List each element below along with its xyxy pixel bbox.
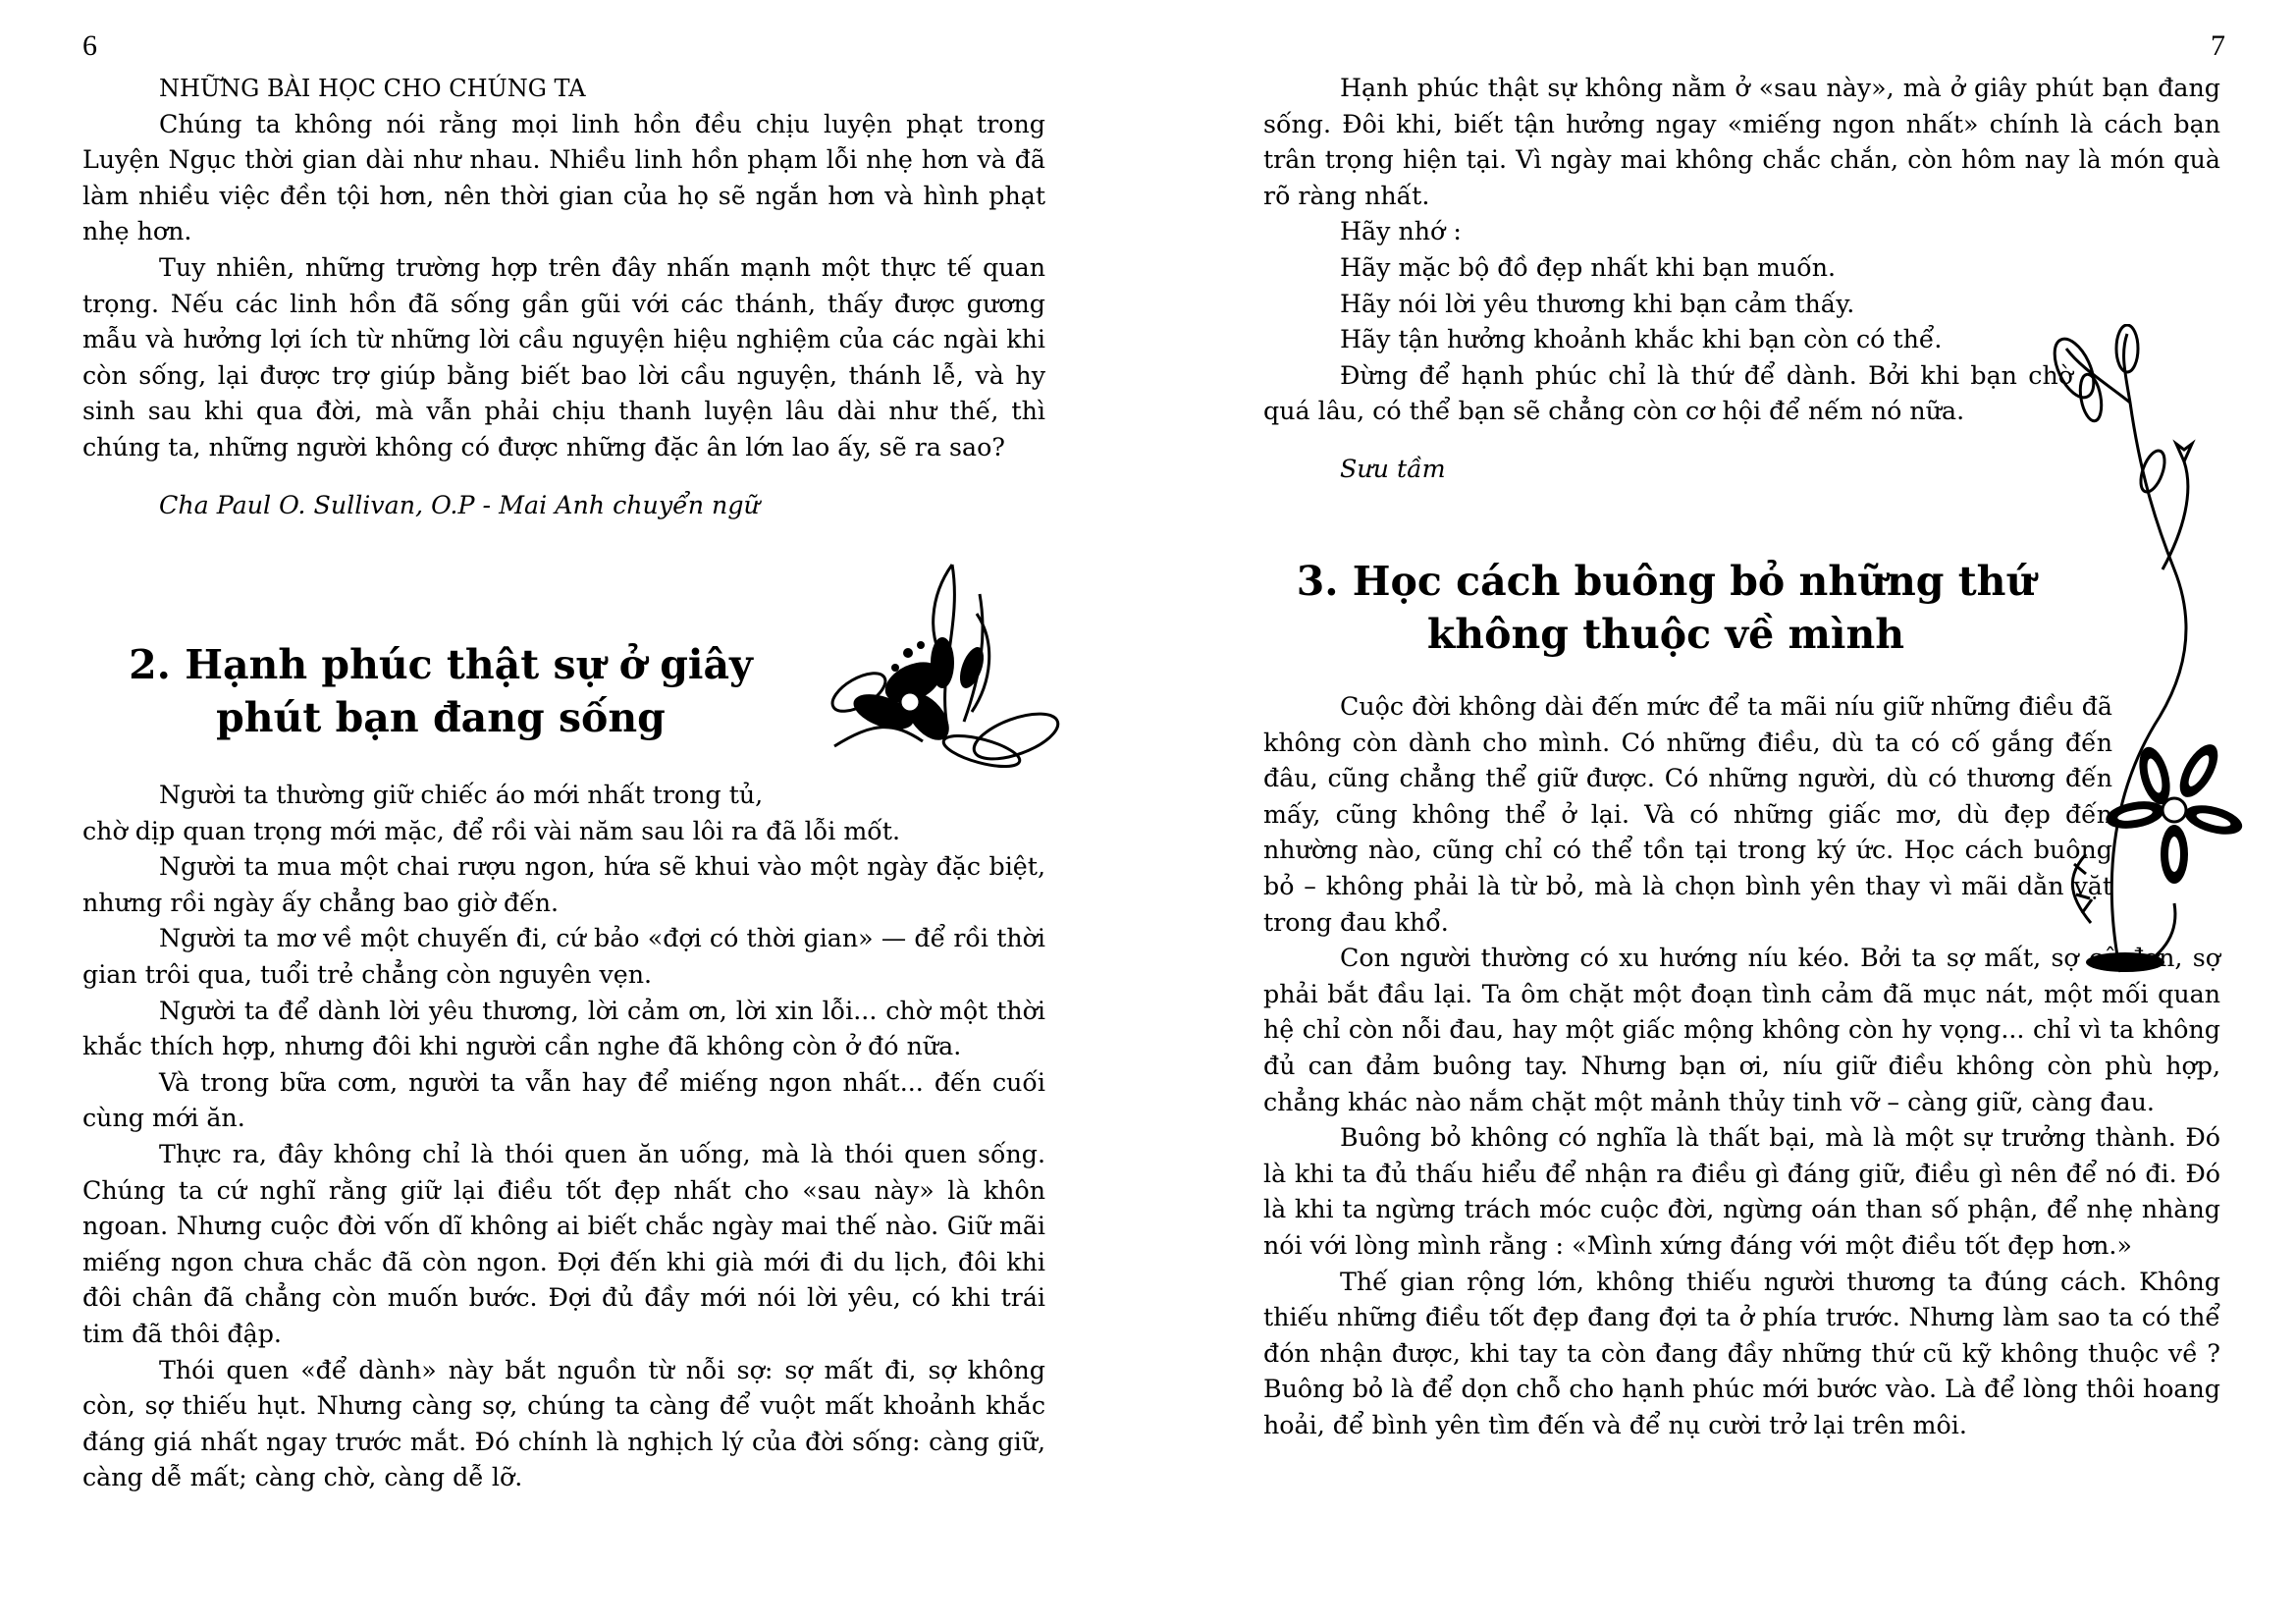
section-2-paragraph: Và trong bữa cơm, người ta vẫn hay để miếng ngon nhất... đến cuối cùng mới ăn.	[82, 1067, 1045, 1133]
left-intro-text	[82, 71, 1045, 523]
page-number-left: 6	[82, 29, 97, 62]
section-3-title: 3. Học cách buông bỏ những thứ không thuộc về mình	[1296, 558, 2036, 658]
section-3-paragraph: Cuộc đời không dài đến mức để ta mãi níu giữ những điều đã không còn dành cho mình. Có những điều, dù ta có cố gắng đến đâu, cũng chẳng thể giữ được. Có những người, dù có thương đến mấy, cũng không thể ở lại. Và có những giấc mơ, dù đẹp đến nhường nào, cũng chỉ có thể tồn tại trong ký ức. Học cách buông bỏ – không phải là từ bỏ, mà là chọn bình yên thay vì mãi dằn vặt trong đau khổ.	[1263, 692, 2112, 937]
remember-label: Hãy nhớ :	[1340, 217, 1462, 246]
section-2-paragraph: Người ta mơ về một chuyến đi, cứ bảo «đợi có thời gian» — để rồi thời gian trôi qua, tuổi trẻ chẳng còn nguyên vẹn.	[82, 924, 1045, 989]
intro-paragraph: Tuy nhiên, những trường hợp trên đây nhấn mạnh một thực tế quan trọng. Nếu các linh hồn đã sống gần gũi với các thánh, thấy được gương mẫu và hưởng lợi ích từ những lời cầu nguyện hiệu nghiệm của các ngài khi còn sống, lại được trợ giúp bằng biết bao lời cầu nguyện, thánh lễ, và hy sinh sau khi qua đời, mà vẫn phải chịu thanh luyện lâu dài như thế, thì chúng ta, những người không có được những đặc ân lớn lao ấy, sẽ ra sao?	[82, 252, 1045, 461]
section-3-paragraph: Con người thường có xu hướng níu kéo. Bởi ta sợ mất, sợ cô đơn, sợ phải bắt đầu lại. Ta ôm chặt một đoạn tình cảm đã mục nát, một mối quan hệ chỉ còn nỗi đau, hay một giấc mộng không còn hy vọng... chỉ vì ta không đủ can đảm buông tay. Nhưng bạn ơi, níu giữ điều không còn phù hợp, chẳng khác nào nắm chặt một mảnh thủy tinh vỡ – càng giữ, càng đau.	[1263, 944, 2220, 1116]
section-2-paragraph: Người ta để dành lời yêu thương, lời cảm ơn, lời xin lỗi... chờ một thời khắc thích hợp, nhưng đôi khi người cần nghe đã không còn ở đó nữa.	[82, 996, 1045, 1061]
remember-item: Hãy mặc bộ đồ đẹp nhất khi bạn muốn.	[1340, 252, 1837, 282]
section-3-paragraph: Buông bỏ không có nghĩa là thất bại, mà là một sự trưởng thành. Đó là khi ta đủ thấu hiểu để nhận ra điều gì đáng giữ, điều gì nên để nó đi. Đó là khi ta ngừng trách móc cuộc đời, ngừng oán than số phận, để nhẹ nhàng nói với lòng mình rằng : «Mình xứng đáng với một điều tốt đẹp hơn.»	[1263, 1123, 2220, 1260]
right-paragraph: Hạnh phúc thật sự không nằm ở «sau này», mà ở giây phút bạn đang sống. Đôi khi, biết tận hưởng ngay «miếng ngon nhất» chính là cách bạn trân trọng hiện tại. Vì ngày mai không chắc chắn, còn hôm nay là món quà rõ ràng nhất.	[1263, 74, 2220, 210]
lead-line: chờ dịp quan trọng mới mặc, để rồi vài năm sau lôi ra đã lỗi mốt.	[82, 816, 900, 845]
page-number-right: 7	[2211, 29, 2225, 62]
section-2-paragraph: Người ta mua một chai rượu ngon, hứa sẽ khui vào một ngày đặc biệt, nhưng rồi ngày ấy chẳng bao giờ đến.	[82, 852, 1045, 917]
section-2-title: 2. Hạnh phúc thật sự ở giây phút bạn đang sống	[129, 641, 753, 741]
section-2-paragraph: Thói quen «để dành» này bắt nguồn từ nỗi sợ: sợ mất đi, sợ không còn, sợ thiếu hụt. Nhưng càng sợ, chúng ta càng để vuột mất khoảnh khắc đáng giá nhất ngay trước mắt. Đó chính là nghịch lý của đời sống: càng giữ, càng dễ mất; càng chờ, càng dễ lỡ.	[82, 1355, 1045, 1492]
section-2-paragraph: Thực ra, đây không chỉ là thói quen ăn uống, mà là thói quen sống. Chúng ta cứ nghĩ rằng giữ lại điều tốt đẹp nhất cho «sau này» là khôn ngoan. Nhưng cuộc đời vốn dĩ không ai biết chắc ngày mai thế nào. Giữ mãi miếng ngon chưa chắc đã còn ngon. Đợi đến khi già mới đi du lịch, đôi khi đôi chân đã chẳng còn muốn bước. Đợi đủ đầy mới nói lời yêu, có khi trái tim đã thôi đập.	[82, 1139, 1045, 1348]
remember-item: Hãy nói lời yêu thương khi bạn cảm thấy.	[1340, 289, 1855, 318]
lead-line: Người ta thường giữ chiếc áo mới nhất trong tủ,	[159, 781, 764, 809]
intro-paragraph: Chúng ta không nói rằng mọi linh hồn đều chịu luyện phạt trong Luyện Ngục thời gian dài như nhau. Nhiều linh hồn phạm lỗi nhẹ hơn và đã làm nhiều việc đền tội hơn, nên thời gian của họ sẽ ngắn hơn và hình phạt nhẹ hơn.	[82, 109, 1045, 246]
attribution: Cha Paul O. Sullivan, O.P - Mai Anh chuyển ngữ	[159, 490, 760, 519]
section-3-body	[1263, 689, 2220, 1443]
flower-ornament-left	[815, 555, 1070, 771]
section-2-body	[82, 778, 1045, 1496]
intro-heading: NHỮNG BÀI HỌC CHO CHÚNG TA	[159, 75, 586, 102]
remember-item: Hãy tận hưởng khoảnh khắc khi bạn còn có thể.	[1340, 325, 1943, 354]
section-3-paragraph: Thế gian rộng lớn, không thiếu người thương ta đúng cách. Không thiếu những điều tốt đẹp đang đợi ta ở phía trước. Nhưng làm sao ta có thể đón nhận được, khi tay ta còn đang đầy những thứ cũ kỹ không thuộc về ? Buông bỏ là để dọn chỗ cho hạnh phúc mới bước vào. Là để lòng thôi hoang hoải, để bình yên tìm đến và để nụ cười trở lại trên môi.	[1263, 1267, 2220, 1439]
source-credit: Sưu tầm	[1340, 454, 1446, 483]
right-paragraph: Đừng để hạnh phúc chỉ là thứ để dành. Bởi khi bạn chờ quá lâu, có thể bạn sẽ chẳng còn cơ hội để nếm nó nữa.	[1263, 360, 2073, 426]
